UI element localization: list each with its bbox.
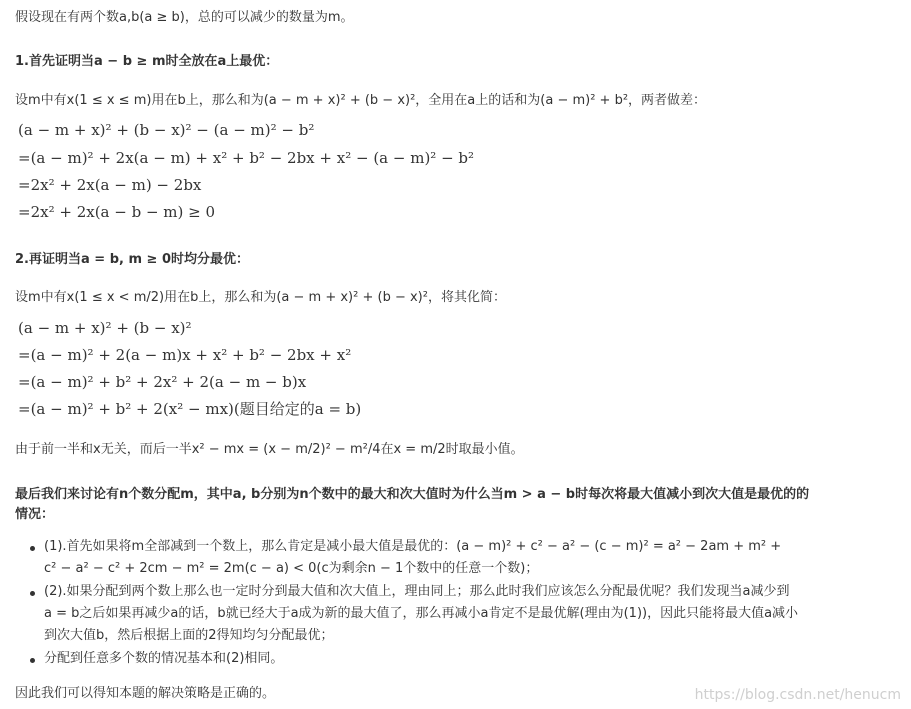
section2-setup: 设m中有x(1 ≤ x < m/2)用在b上，那么和为(a − m + x)² + (b − x)²，将其化简： <box>15 290 506 305</box>
list-item <box>44 536 894 580</box>
section1-heading: 1.首先证明当a − b ≥ m时全放在a上最优： <box>15 54 279 69</box>
intro-text: 假设现在有两个数a,b(a ≥ b)，总的可以减少的数量为m。 <box>15 10 354 25</box>
section2-eq-4: =(a − m)² + b² + 2(x² − mx)(题目给定的a = b) <box>18 400 362 418</box>
list-item-line: c² − a² − c² + 2cm − m² = 2m(c − a) < 0(c为剩余n − 1个数中的任意一个数)； <box>44 561 539 576</box>
section2-eq-1: (a − m + x)² + (b − x)² <box>18 319 192 337</box>
section2-conclusion: 由于前一半和x无关，而后一半x² − mx = (x − m/2)² − m²/4在x = m/2时取最小值。 <box>15 442 524 457</box>
list-item-line: (2).如果分配到两个数上那么也一定时分到最大值和次大值上，理由同上；那么此时我们应该怎么分配最优呢？我们发现当a减少到 <box>44 584 790 599</box>
final-text: 因此我们可以得知本题的解决策略是正确的。 <box>15 686 276 701</box>
list-item-line: 到次大值b，然后根据上面的2得知均匀分配最优； <box>44 628 334 643</box>
section1-eq-3: =2x² + 2x(a − m) − 2bx <box>18 176 202 194</box>
section2-eq-2: =(a − m)² + 2(a − m)x + x² + b² − 2bx + x² <box>18 346 352 364</box>
section1-eq-4: =2x² + 2x(a − b − m) ≥ 0 <box>18 203 216 221</box>
section2-heading: 2.再证明当a = b, m ≥ 0时均分最优： <box>15 252 250 267</box>
section2-eq-3: =(a − m)² + b² + 2x² + 2(a − m − b)x <box>18 373 307 391</box>
section1-eq-2: =(a − m)² + 2x(a − m) + x² + b² − 2bx + x² − (a − m)² − b² <box>18 149 475 167</box>
bullet-dot <box>30 591 35 596</box>
list-item-line: a = b之后如果再减少a的话，b就已经大于a成为新的最大值了，那么再减小a肯定不是最优解(理由为(1))，因此只能将最大值a减小 <box>44 606 799 621</box>
bullet-dot <box>30 546 35 551</box>
section3-heading-cont: 情况： <box>15 507 55 522</box>
list-item-line: 分配到任意多个数的情况基本和(2)相同。 <box>44 651 284 666</box>
bullet-dot <box>30 658 35 663</box>
section1-setup: 设m中有x(1 ≤ x ≤ m)用在b上，那么和为(a − m + x)² + (b − x)²，全用在a上的话和为(a − m)² + b²，两者做差： <box>15 93 707 108</box>
list-item <box>44 648 894 670</box>
list-item-line: (1).首先如果将m全部减到一个数上，那么肯定是减小最大值是最优的：(a − m)² + c² − a² − (c − m)² = a² − 2am + m² + <box>44 539 782 554</box>
section3-heading: 最后我们来讨论有n个数分配m，其中a, b分别为n个数中的最大和次大值时为什么当m > a − b时每次将最大值减小到次大值是最优的的 <box>15 487 810 502</box>
list-item <box>44 581 894 647</box>
section1-eq-1: (a − m + x)² + (b − x)² − (a − m)² − b² <box>18 121 315 139</box>
watermark: https://blog.csdn.net/henucm <box>694 687 901 703</box>
